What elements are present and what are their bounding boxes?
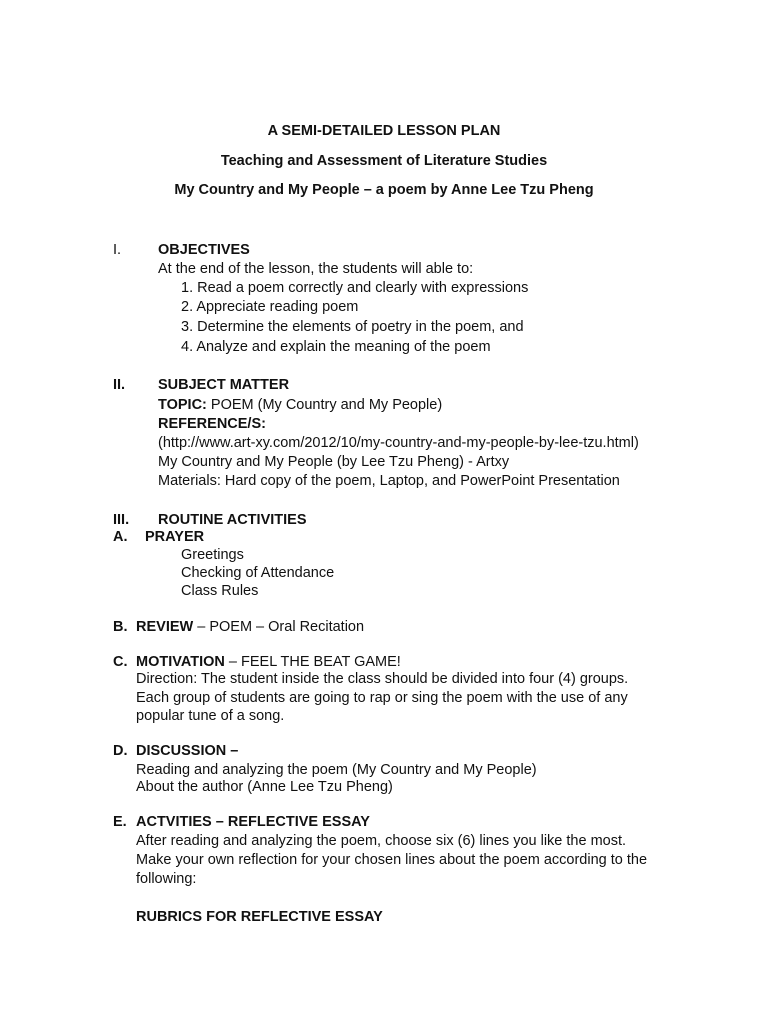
subsection-b-heading: REVIEW: [136, 619, 194, 635]
discussion-text: About the author (Anne Lee Tzu Pheng): [136, 779, 393, 795]
subsection-a-letter: A.: [113, 529, 128, 545]
reference-label: REFERENCE/S:: [158, 416, 266, 432]
motivation-text: Direction: The student inside the class should be divided into four (4) groups.: [136, 671, 629, 687]
subsection-e-letter: E.: [113, 814, 127, 830]
objective-item: 2. Appreciate reading poem: [181, 299, 359, 315]
subsection-c-heading: MOTIVATION: [136, 654, 225, 670]
section-1-heading: OBJECTIVES: [158, 242, 250, 258]
section-1-numeral: I.: [113, 242, 122, 258]
activities-text: After reading and analyzing the poem, choose six (6) lines you like the most.: [136, 833, 627, 849]
prayer-item: Checking of Attendance: [181, 565, 335, 581]
subsection-e-heading: ACTVITIES – REFLECTIVE ESSAY: [136, 814, 370, 830]
page-title: A SEMI-DETAILED LESSON PLAN: [267, 123, 501, 139]
materials-line: Materials: Hard copy of the poem, Laptop, and PowerPoint Presentation: [158, 473, 620, 489]
reference-url: (http://www.art-xy.com/2012/10/my-country-and-my-people-by-lee-tzu.html): [158, 435, 639, 451]
course-title: Teaching and Assessment of Literature Studies: [220, 153, 548, 169]
subsection-d-letter: D.: [113, 743, 128, 759]
prayer-item: Class Rules: [181, 583, 259, 599]
subsection-c-line: [136, 653, 401, 671]
subsection-d-heading: DISCUSSION –: [136, 743, 239, 759]
rubrics-heading: RUBRICS FOR REFLECTIVE ESSAY: [136, 909, 383, 925]
poem-title: My Country and My People – a poem by Anne Lee Tzu Pheng: [174, 182, 594, 198]
subsection-c-rest: – FEEL THE BEAT GAME!: [224, 654, 401, 670]
objective-item: 4. Analyze and explain the meaning of the poem: [181, 339, 491, 355]
section-2-numeral: II.: [113, 377, 126, 393]
topic-line: [158, 396, 442, 414]
subsection-b-line: [136, 618, 364, 636]
subsection-a-heading: PRAYER: [145, 529, 205, 545]
objective-item: 3. Determine the elements of poetry in the poem, and: [181, 319, 524, 335]
topic-label: TOPIC:: [158, 397, 207, 413]
objectives-intro: At the end of the lesson, the students will able to:: [158, 261, 474, 277]
section-2-heading: SUBJECT MATTER: [158, 377, 290, 393]
reference-title: My Country and My People (by Lee Tzu Pheng) - Artxy: [158, 454, 510, 470]
subsection-b-rest: – POEM – Oral Recitation: [193, 619, 365, 635]
motivation-text: popular tune of a song.: [136, 708, 285, 724]
subsection-c-letter: C.: [113, 654, 128, 670]
activities-text: Make your own reflection for your chosen lines about the poem according to the: [136, 852, 648, 868]
prayer-item: Greetings: [181, 547, 244, 563]
objective-item: 1. Read a poem correctly and clearly with expressions: [181, 280, 529, 296]
section-3-numeral: III.: [113, 512, 130, 528]
activities-text: following:: [136, 871, 197, 887]
section-3-heading: ROUTINE ACTIVITIES: [158, 512, 307, 528]
subsection-b-letter: B.: [113, 619, 128, 635]
topic-value: POEM (My Country and My People): [206, 397, 443, 413]
motivation-text: Each group of students are going to rap or sing the poem with the use of any: [136, 690, 628, 706]
discussion-text: Reading and analyzing the poem (My Country and My People): [136, 762, 537, 778]
